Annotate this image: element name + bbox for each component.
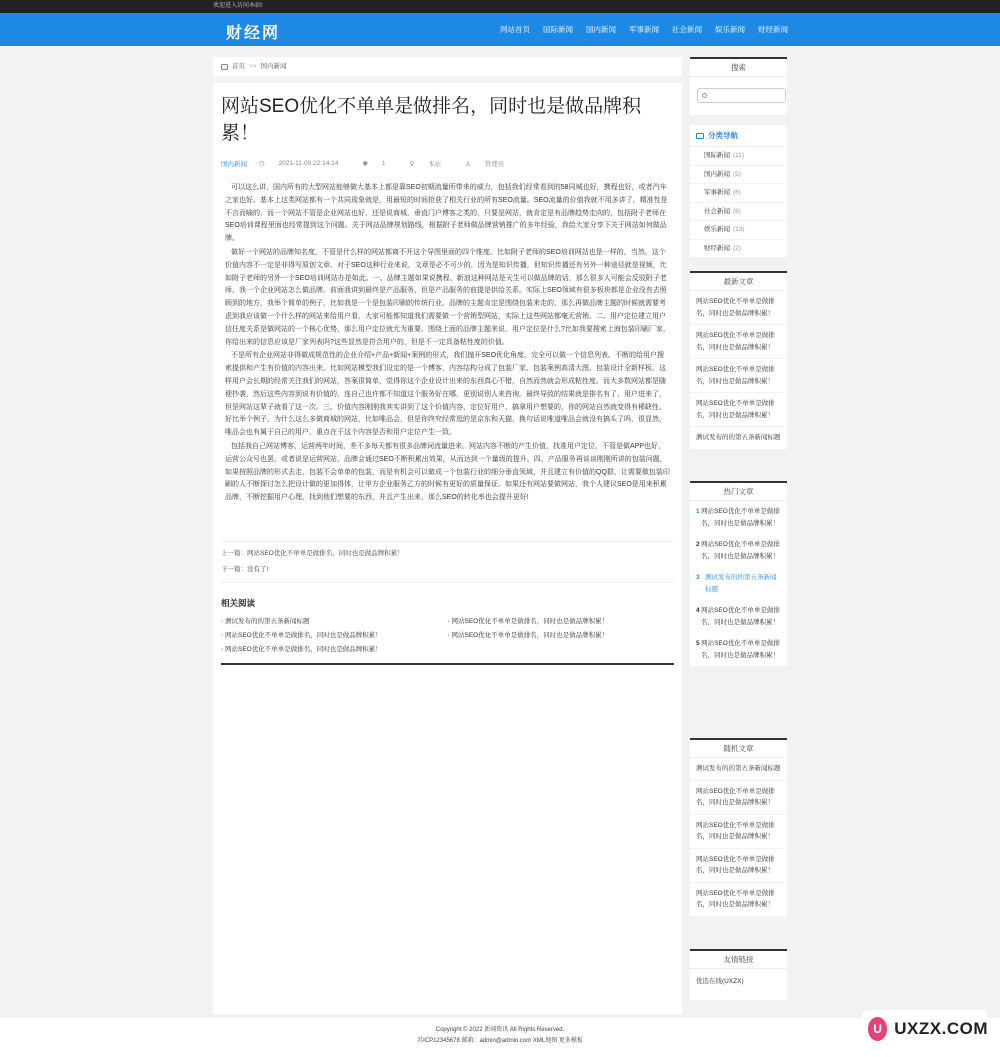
hot-item[interactable] — [690, 501, 787, 534]
search-heading: 搜索 — [690, 59, 787, 77]
site-logo[interactable]: 财经网 — [226, 25, 281, 42]
clock-icon: ◷ — [259, 160, 267, 167]
links-box — [690, 949, 787, 1000]
related-list — [221, 615, 674, 657]
category-name: 军事新闻 — [704, 189, 730, 196]
nav-item-military[interactable]: 军事新闻 — [629, 25, 659, 34]
breadcrumb-current[interactable]: 国内新闻 — [260, 63, 287, 70]
hot-title: 网站SEO优化不单单是做排名，同时也是做品牌积累！ — [701, 541, 780, 560]
latest-box — [690, 271, 787, 450]
article-meta — [221, 159, 674, 168]
article-author: 管理员 — [484, 161, 505, 168]
next-article — [221, 562, 674, 578]
related-item[interactable]: › 测试发布的的第五条新闻标题 — [221, 615, 448, 629]
hot-title: 测试发布的的第五条新闻标题 — [705, 574, 777, 593]
hot-title: 网站SEO优化不单单是做排名，同时也是做品牌积累！ — [701, 607, 780, 626]
site-footer — [0, 1018, 1000, 1057]
folder-icon — [696, 133, 704, 139]
category-item[interactable] — [690, 221, 787, 240]
category-name: 娱乐新闻 — [704, 226, 730, 233]
links-heading: 友情链接 — [690, 951, 787, 969]
main-content — [213, 57, 682, 1014]
hot-title: 网站SEO优化不单单是做排名，同时也是做品牌积累！ — [701, 508, 780, 527]
category-name: 财经新闻 — [704, 244, 730, 252]
prev-link[interactable]: 网站SEO优化不单单是做排名，同时也是做品牌积累！ — [247, 549, 404, 557]
article-body — [221, 182, 674, 505]
hot-box — [690, 481, 787, 666]
hot-rank: 2 — [696, 541, 700, 548]
random-item[interactable]: 网站SEO优化不单单是做排名，同时也是做品牌积累！ — [690, 781, 787, 815]
link-icon: ⚲ — [409, 161, 417, 168]
hot-title: 网站SEO优化不单单是做排名，同时也是做品牌积累！ — [701, 640, 780, 659]
footer-icp[interactable]: 苏ICP12345678 邮箱：admin@admin.com XML地图 更多模板 — [417, 1038, 583, 1044]
nav-item-home[interactable]: 网站首页 — [500, 25, 530, 34]
prev-article — [221, 546, 674, 562]
category-count: (5) — [733, 170, 741, 178]
random-item[interactable]: 网站SEO优化不单单是做排名，同时也是做品牌积累！ — [690, 815, 787, 849]
article-source-wrap — [409, 159, 453, 168]
latest-item[interactable]: 网站SEO优化不单单是做排名，同时也是做品牌积累！ — [690, 359, 787, 393]
home-icon — [221, 64, 228, 70]
article — [213, 83, 682, 1014]
article-datetime: 2021-11-09 22:14:14 — [278, 160, 339, 167]
nav-item-entertainment[interactable]: 娱乐新闻 — [715, 25, 745, 34]
welcome-text: 欢迎进入访问本站! — [213, 3, 263, 9]
article-author-wrap — [465, 159, 516, 168]
article-category[interactable]: 国内新闻 — [221, 161, 247, 168]
category-heading: 分类导航 — [708, 131, 738, 140]
related-item[interactable]: › 网站SEO优化不单单是做排名，同时也是做品牌积累！ — [448, 615, 675, 629]
user-icon: ♙ — [465, 161, 473, 168]
hot-rank: 3 — [696, 574, 700, 581]
divider — [221, 663, 674, 665]
divider — [221, 582, 674, 583]
category-name: 国际新闻 — [704, 152, 730, 159]
prev-label: 上一篇： — [221, 549, 247, 557]
latest-item[interactable]: 网站SEO优化不单单是做排名，同时也是做品牌积累！ — [690, 393, 787, 427]
nav-item-society[interactable]: 社会新闻 — [672, 25, 702, 34]
hot-rank: 1 — [696, 508, 700, 515]
hot-heading: 热门文章 — [690, 483, 787, 501]
random-heading: 随机文章 — [690, 740, 787, 758]
article-source: 本站 — [428, 161, 442, 168]
eye-icon: ◉ — [362, 160, 370, 167]
prev-next — [221, 546, 674, 578]
hot-item[interactable] — [690, 600, 787, 633]
category-name: 国内新闻 — [704, 170, 730, 178]
watermark-text: UXZX.COM — [894, 1019, 988, 1038]
related-item[interactable]: › 网站SEO优化不单单是做排名，同时也是做品牌积累！ — [221, 643, 448, 657]
search-input[interactable] — [697, 88, 786, 103]
category-count: (11) — [733, 152, 745, 159]
category-count: (2) — [733, 244, 741, 252]
related-item[interactable]: › 网站SEO优化不单单是做排名，同时也是做品牌积累！ — [448, 629, 675, 643]
top-bar — [0, 0, 1000, 13]
friend-link[interactable]: 优选在线(UXZX) — [696, 978, 744, 985]
article-views-wrap — [362, 159, 397, 168]
divider — [221, 541, 674, 542]
latest-item[interactable]: 网站SEO优化不单单是做排名，同时也是做品牌积累！ — [690, 325, 787, 359]
watermark-logo: U — [868, 1017, 887, 1041]
hot-item[interactable] — [690, 534, 787, 567]
breadcrumb — [213, 57, 682, 76]
footer-copyright: Copyright © 2022 新闻资讯 All Rights Reserved. — [435, 1027, 565, 1033]
category-count: (8) — [733, 207, 741, 215]
latest-item[interactable]: 测试发布的的第五条新闻标题 — [690, 427, 787, 450]
hot-rank: 5 — [696, 640, 700, 647]
related-item[interactable]: › 网站SEO优化不单单是做排名，同时也是做品牌积累！ — [221, 629, 448, 643]
latest-item[interactable]: 网站SEO优化不单单是做排名，同时也是做品牌积累！ — [690, 291, 787, 325]
random-box — [690, 738, 787, 917]
article-paragraph: 不是所有企业网站非得做成规范性的企业介绍+产品+新闻+案例的形式，我们抛开SEO优化角度，完全可以做一个信息列表。不断的给用户搜索提供和产生有价值的内容出来，比如网站模型我们设定的是一个博客，内容结构分成了包装厂家、包装案例高清大图、包装设计全新样板。这样用户会长期的经常关注我们的网站，答案很简单，觉得你这个企业设计出来的东西真心不错，自然而然就会形成粘性度。而大多数网站都是随便抄袭，然后这些内容到说有价值的，连自己也许都不知道这个服务好在哪，更别说别人来咨询。最终导致的结果就是排名有了，用户进来了，但是网站这辈子就看了这一次。三、价值内容刚刚我其实讲到了这个价值内容，定位好用户，搞拿用户想要的，你的网站自然就变得有稀缺性。好比举个例子，为什么这么多做商城的网站，比如唯品会，但是你终究经常逛的是京东和天猫，换句话说唯道唯品会就没有搞头了吗，很显然，唯品会也有属于自己的用户，重点在于这个内容是否和用户定位产生一致。 — [225, 352, 666, 437]
next-label: 下一篇： — [221, 565, 247, 573]
article-paragraph: 包括我自己网站博客，运营两年时间，差不多每天都有很多品牌词流量进来。网站内容不断的产生价值，找准用户定位，不管是做APP也好，运营公众号也罢，或者说是运营网站，品牌会通过SEO不断积累出效果，从而达到一个量级的提升。四、产品服务再谈谈刚刚所讲的包装问题，如果按照品牌的形式去走，包装不会单单的包装，而是有机会可以做成一个包装行业的细分垂直领域，并且建立有价值的QQ群，让需要做包装印刷的人不断探讨怎么把设计做的更加得体，让甲方企业服务乙方的时候有更好的质量保证。如果还有网站要做网站，我个人建议SEO是用来积累品牌，不断挖掘用户心理，找到他们想要的东西，并且产生出来，那么SEO的转化率也会提升更好! — [225, 442, 670, 502]
main-nav — [487, 13, 788, 46]
article-datetime-wrap — [259, 159, 350, 168]
watermark — [862, 1010, 988, 1048]
random-item[interactable]: 网站SEO优化不单单是做排名，同时也是做品牌积累！ — [690, 883, 787, 917]
random-item[interactable]: 网站SEO优化不单单是做排名，同时也是做品牌积累！ — [690, 849, 787, 883]
article-paragraph: 做好一个网站的品牌知名度，不管是什么样的网站都离不开这个导图里面的四个维度。比如附子老师的SEO培训网站也是一样的，当然，这个价值内容不一定是非得写原创文章。对于SEO这种行业来说，文章是必不可少的，因为是知识传播，但知识传播还有另外一种途径就是视频，比如附子老师的另外一个SEO培训网站办是如此。一、品牌主题如果说携程、新浪这种网站是天生可以做品牌的话，那么很多人可能会反驳附子老师，我一个企业网站怎么做品牌。前面我讲到最终是产品服务，但是产品服务的前提是供给关系。实际上SEO领域有很多板块都是企业没有去照顾到的地方，我举个简单的例子，比如我是一个是包装印刷的传统行业。品牌的主题肯定是围绕包装来走的，那么再做品牌主题的时候就需要考虑到我应该做一个什么样的网站来给用户看，大家可能都知道我们需要做一个营销型网站，实际上这些网站都毫无营销。二、用户定位建立用户信任度关系是做网站的一个核心优势，那么用户定位就尤为重要。围绕上面的品牌主题来说，用户定位是什么?比如我要搜索上海包装印刷厂家，你给出来的信息应该是厂家列表吗?这些显然是符合用户的，但是不一定具备粘性度的价值。 — [225, 248, 670, 346]
search-box — [690, 57, 787, 115]
breadcrumb-separator: >> — [249, 63, 257, 70]
nav-item-international[interactable]: 国际新闻 — [543, 25, 573, 34]
category-count: (6) — [733, 189, 741, 196]
article-paragraph: 可以这么讲，国内所有的大型网站能够做大基本上都是靠SEO初期流量所带来的威力，包括我们经常看到的58同城也好，携程也好，或者汽车之家也好。基本上这类网站都有一个共同现象就是，用最短的时间抢获了相关行业的所有SEO流量。SEO流量的价值我就不用多讲了，精准性是不言而喻的，而一个网站不管是企业网站也好，还是说商城，垂直门户博客之类的，只要是网站，就肯定是有品牌趋势走向的，包括附子老师在SEO培训课程里面也经常提到这个问题。关于网站品牌规划路线，根据附子老师做品牌营销推广的多年经验，我给大家分享下关于网站如何做品牌。 — [225, 184, 668, 243]
category-count: (13) — [733, 226, 745, 233]
site-header — [0, 13, 1000, 46]
related-heading: 相关阅读 — [221, 597, 256, 608]
category-item[interactable] — [690, 166, 787, 185]
search-icon — [702, 93, 707, 98]
article-title: 网站SEO优化不单单是做排名，同时也是做品牌积累！ — [221, 96, 642, 144]
next-link[interactable]: 没有了! — [247, 565, 269, 573]
breadcrumb-home[interactable]: 首页 — [232, 63, 245, 70]
category-item[interactable] — [690, 240, 787, 259]
category-item[interactable] — [690, 203, 787, 222]
category-box — [690, 125, 787, 258]
category-item[interactable] — [690, 147, 787, 166]
article-views: 1 — [381, 160, 386, 167]
nav-item-finance[interactable]: 财经新闻 — [758, 25, 788, 34]
hot-item[interactable] — [690, 567, 787, 600]
hot-rank: 4 — [696, 607, 700, 614]
random-item[interactable]: 测试发布的的第五条新闻标题 — [690, 758, 787, 781]
hot-item[interactable] — [690, 633, 787, 666]
latest-heading: 最新文章 — [690, 273, 787, 291]
nav-item-domestic[interactable]: 国内新闻 — [586, 25, 616, 34]
category-item[interactable] — [690, 184, 787, 203]
category-name: 社会新闻 — [704, 207, 730, 215]
category-heading-wrap — [690, 125, 787, 147]
